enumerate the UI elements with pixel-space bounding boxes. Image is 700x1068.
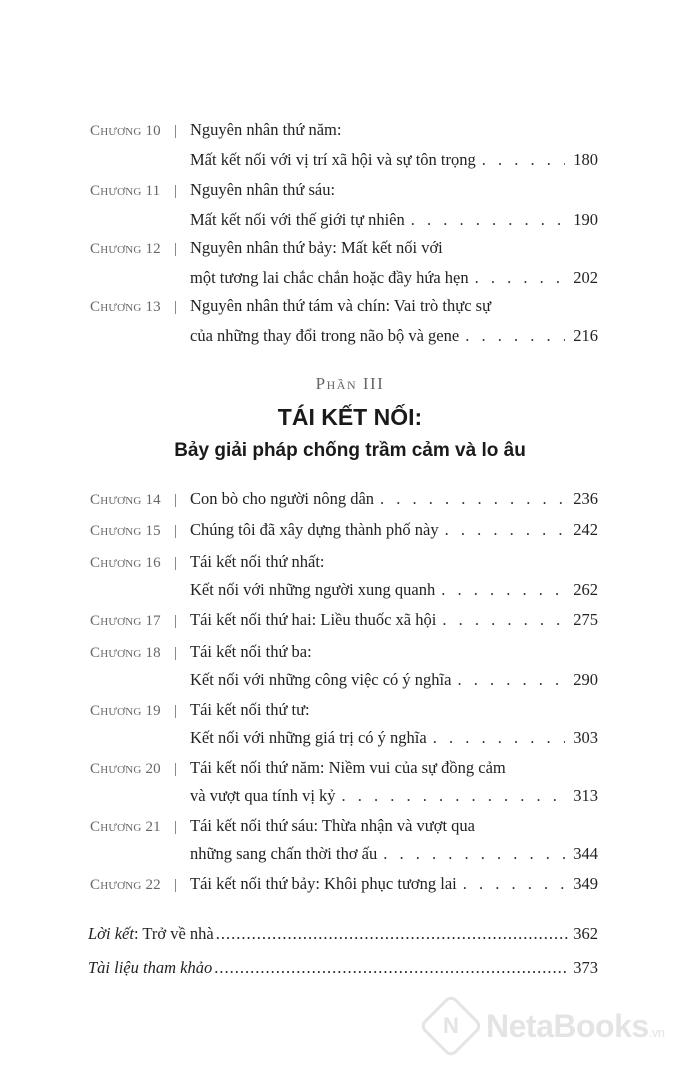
chapter-title-line: Chúng tôi đã xây dựng thành phố này . . . 242 [190,520,598,542]
page-number: 349 [573,874,598,893]
chapter-title-line: Tái kết nối thứ ba: [190,642,312,661]
chapter-title-line: Mất kết nối với vị trí xã hội và sự tôn trọng . . . 180 [190,150,598,172]
page-number: 373 [573,958,598,977]
chapter-title-line: Nguyên nhân thứ bảy: Mất kết nối với [190,238,443,257]
chapter-title-line: của những thay đổi trong não bộ và gene . . . 216 [190,326,598,348]
chapter-label: Chương 14 | [90,492,178,508]
leader-dots [465,326,565,346]
chapter-title-line: Con bò cho người nông dân . . . 236 [190,489,598,511]
chapter-title-line: Tái kết nối thứ sáu: Thừa nhận và vượt qua [190,816,475,835]
chapter-label: Chương 10 | [90,123,178,139]
page-number: 290 [573,670,598,689]
page-number: 262 [573,580,598,599]
page-number: 275 [573,610,598,629]
page-number: 216 [573,326,598,345]
chapter-title-line: Tái kết nối thứ tư: [190,700,310,719]
chapter-label: Chương 16 | [90,555,178,571]
part-label: Phần III [315,374,385,393]
chapter-title-line: và vượt qua tính vị kỷ . . . 313 [190,786,598,808]
chapter-title-line: Nguyên nhân thứ sáu: [190,180,336,199]
chapter-title-line: Tái kết nối thứ hai: Liều thuốc xã hội . . . 275 [190,610,598,632]
chapter-label: Chương 11 | [90,183,178,199]
netabooks-logo-icon: N [418,993,483,1058]
page-number: 190 [573,210,598,229]
leader-dots [441,580,565,600]
chapter-label: Chương 21 | [90,819,178,835]
watermark-text: NetaBooks.vn [486,1007,665,1044]
chapter-label: Chương 19 | [90,703,178,719]
chapter-title-line: Tái kết nối thứ bảy: Khôi phục tương lai . . . 349 [190,874,598,896]
leader-dots [463,874,566,894]
toc-entry-references[interactable] [88,958,598,980]
leader-dots [342,786,566,806]
chapter-title-line: Kết nối với những người xung quanh . . . 262 [190,580,598,602]
chapter-title-line: một tương lai chắc chắn hoặc đầy hứa hẹn . . . 202 [190,268,598,290]
leader-dots [475,268,566,288]
chapter-title-line: Nguyên nhân thứ năm: [190,120,342,139]
toc-entry-epilogue[interactable] [88,924,598,946]
chapter-title-line: Tái kết nối thứ năm: Niềm vui của sự đồng cảm [190,758,506,777]
leader-dots [433,728,566,748]
page-number: 362 [573,924,598,943]
leader-dots [442,610,565,630]
references-title: Tài liệu tham khảo [88,958,213,977]
page-number: 344 [573,844,598,863]
epilogue-title: Lời kết: Trở về nhà [88,924,214,943]
chapter-label: Chương 17 | [90,613,178,629]
chapter-title-line: Kết nối với những giá trị có ý nghĩa . . . 303 [190,728,598,750]
chapter-label: Chương 15 | [90,523,178,539]
leader-dots [445,520,566,540]
leader-dots [383,844,565,864]
chapter-title-line: Tái kết nối thứ nhất: [190,552,325,571]
page-number: 303 [573,728,598,747]
chapter-label: Chương 22 | [90,877,178,893]
page-number: 202 [573,268,598,287]
leader-dots [216,924,570,944]
chapter-title-line: Kết nối với những công việc có ý nghĩa . . . 290 [190,670,598,692]
part-subtitle: Bảy giải pháp chống trầm cảm và lo âu [174,440,526,461]
leader-dots [380,489,565,509]
leader-dots [411,210,566,230]
leader-dots [482,150,565,170]
netabooks-watermark [428,1002,665,1050]
chapter-label: Chương 18 | [90,645,178,661]
chapter-label: Chương 13 | [90,299,178,315]
page-number: 242 [573,520,598,539]
leader-dots [214,958,569,978]
part-title: TÁI KẾT NỐI: [277,404,423,430]
chapter-label: Chương 12 | [90,241,178,257]
chapter-title-line: Mất kết nối với thế giới tự nhiên . . . 190 [190,210,598,232]
page-number: 180 [573,150,598,169]
leader-dots [457,670,565,690]
page-number: 236 [573,489,598,508]
chapter-title-line: những sang chấn thời thơ ấu . . . 344 [190,844,598,866]
chapter-title-line: Nguyên nhân thứ tám và chín: Vai trò thực sự [190,296,492,315]
chapter-label: Chương 20 | [90,761,178,777]
page-number: 313 [573,786,598,805]
